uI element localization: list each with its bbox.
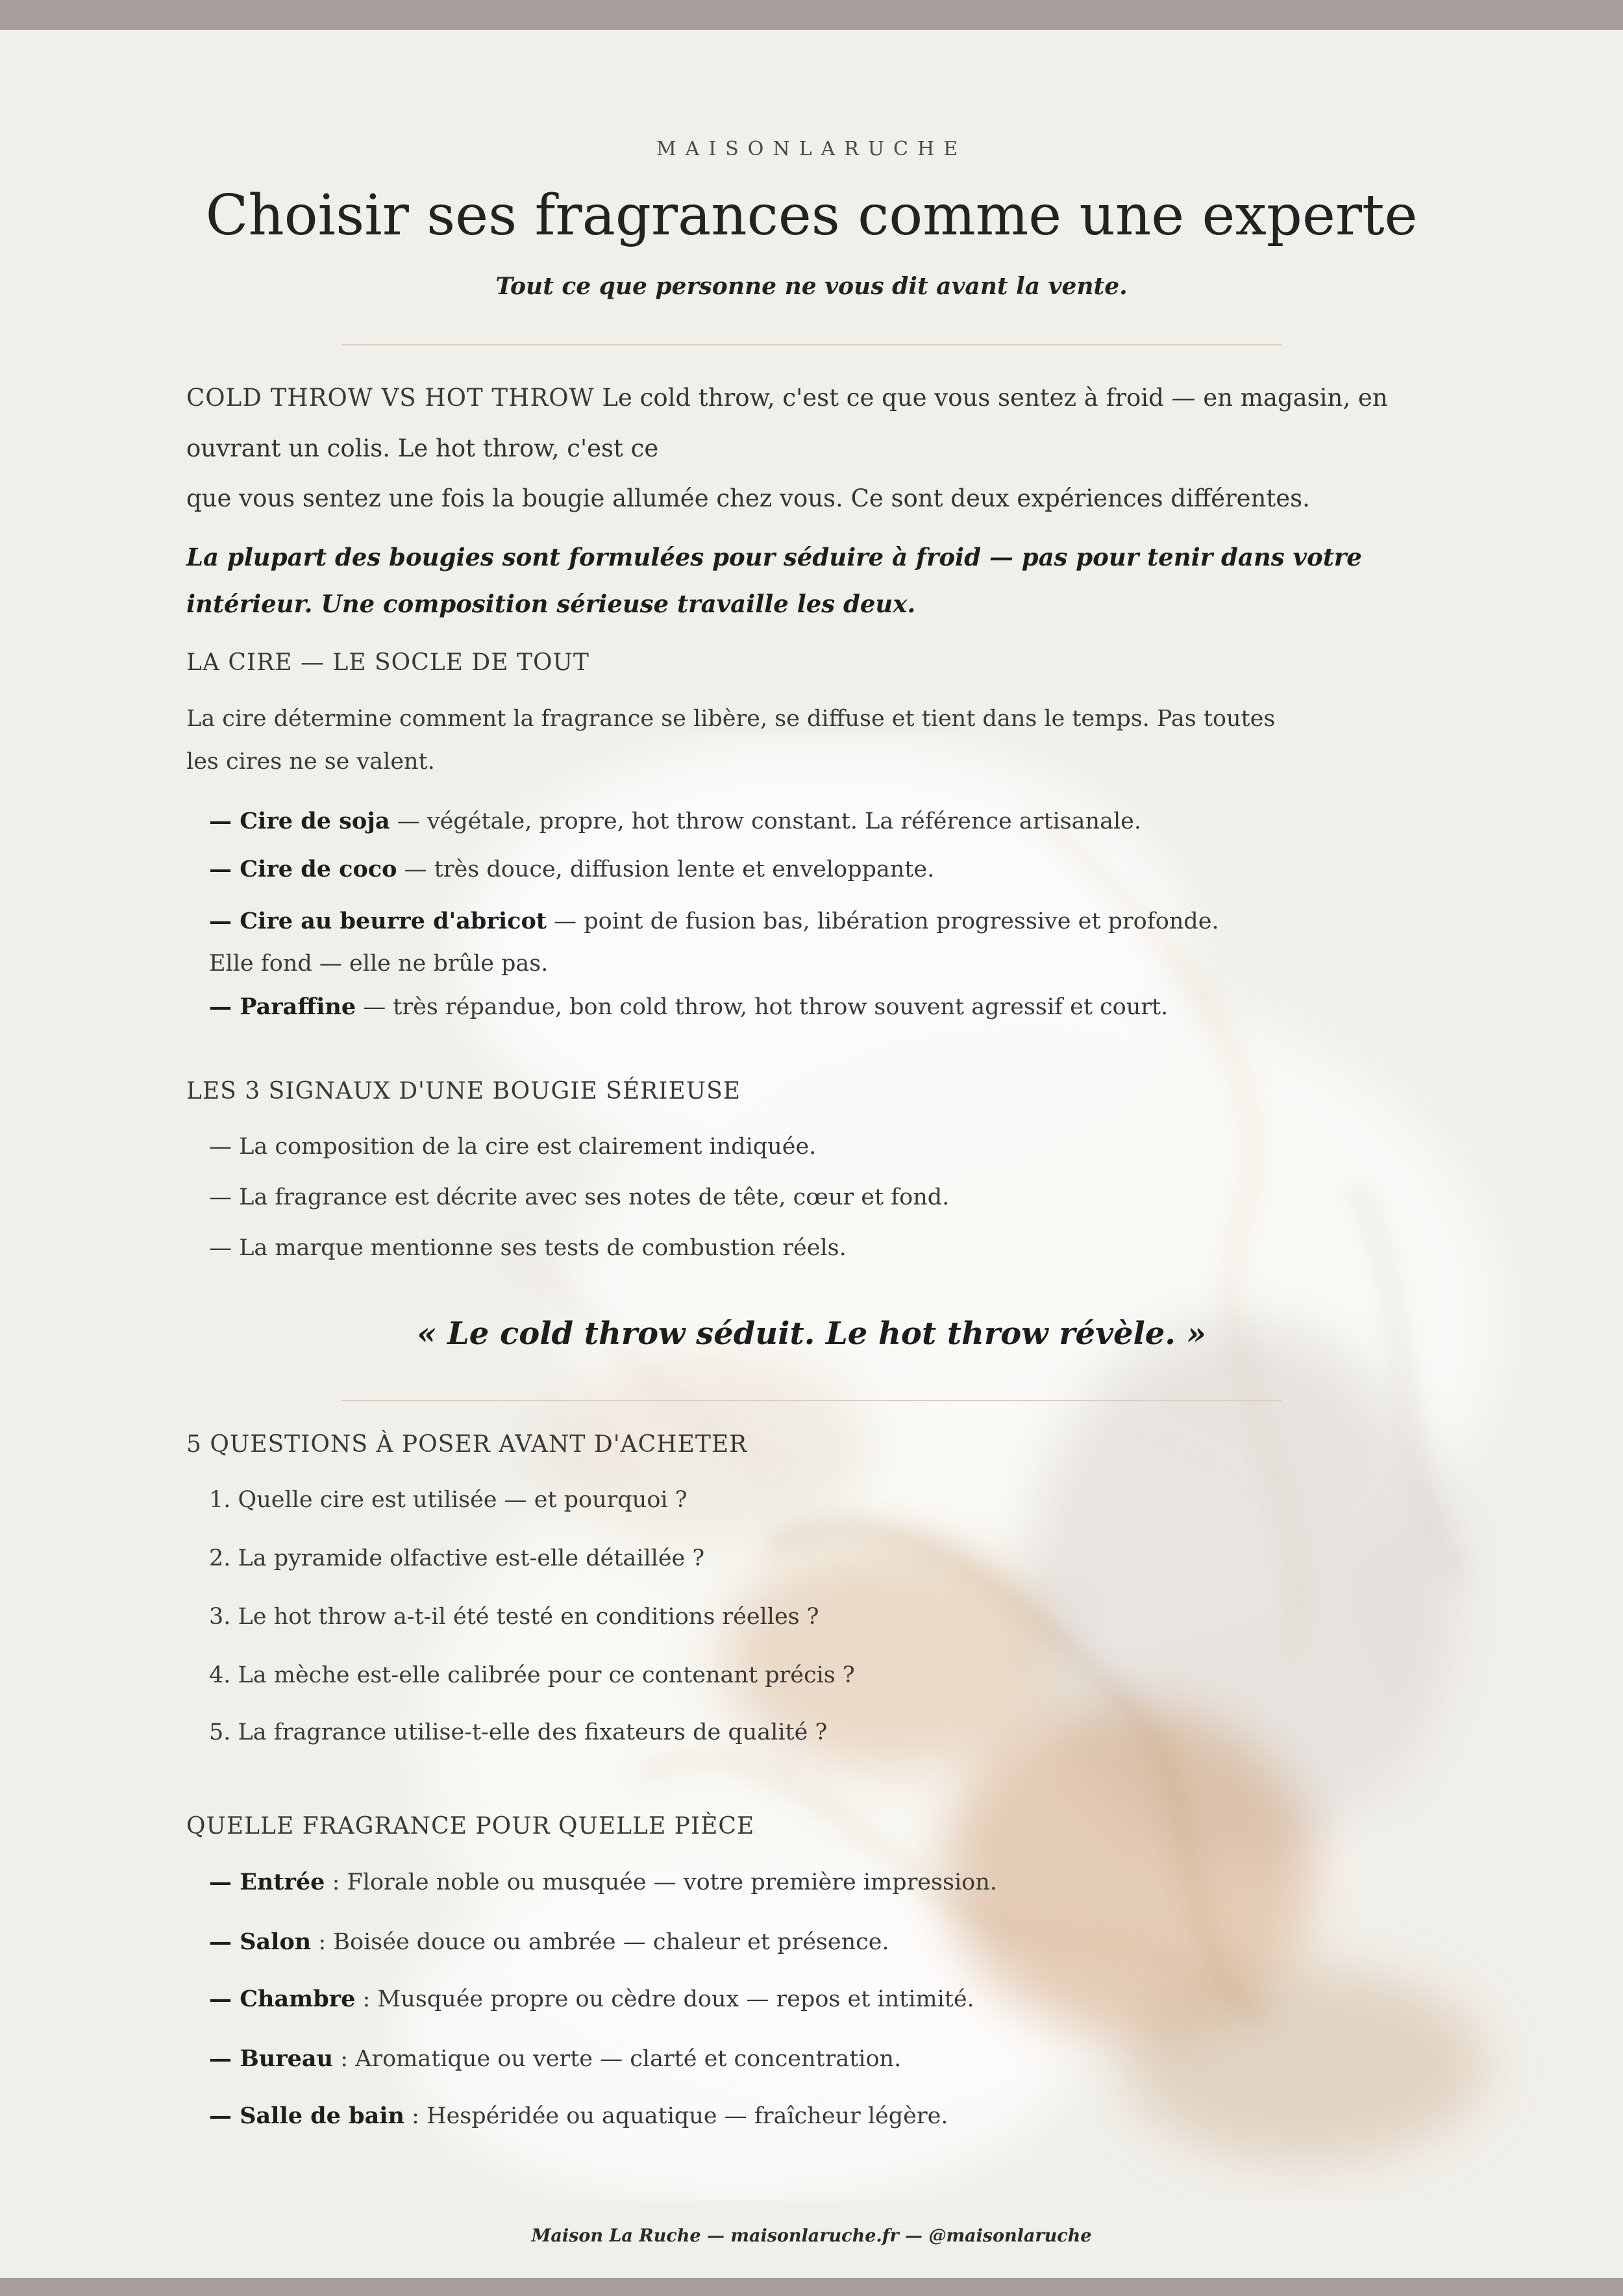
item-desc: : Musquée propre ou cèdre doux — repos et intimité. — [355, 1986, 974, 2012]
list-item: — Chambre : Musquée propre ou cèdre doux — repos et intimité. — [209, 1986, 974, 2012]
section-heading-signaux: LES 3 SIGNAUX D'UNE BOUGIE SÉRIEUSE — [186, 1078, 741, 1104]
divider — [341, 344, 1282, 345]
item-name: Salon — [240, 1928, 312, 1955]
bottom-band — [0, 2278, 1623, 2296]
item-name: Chambre — [240, 1986, 356, 2012]
intro-paragraph — [186, 373, 1394, 474]
item-desc: : Aromatique ou verte — clarté et concentration. — [333, 2046, 902, 2072]
list-item: — La composition de la cire est clairement indiquée. — [209, 1134, 817, 1160]
intro-emphasis: La plupart des bougies sont formulées pour séduire à froid — pas pour tenir dans votre intérieur. Une composition sérieuse travaille les deux. — [186, 543, 1362, 618]
item-name: Cire de soja — [240, 808, 390, 834]
list-item: 1. Quelle cire est utilisée — et pourquoi ? — [209, 1487, 688, 1513]
list-item: — Paraffine — très répandue, bon cold throw, hot throw souvent agressif et court. — [209, 993, 1169, 1020]
item-desc: — très douce, diffusion lente et enveloppante. — [397, 856, 935, 882]
list-item: — La marque mentionne ses tests de combustion réels. — [209, 1235, 847, 1261]
item-desc: : Hespéridée ou aquatique — fraîcheur légère. — [404, 2103, 948, 2129]
list-item: — Cire de soja — végétale, propre, hot throw constant. La référence artisanale. — [209, 808, 1141, 834]
item-name: Bureau — [240, 2045, 334, 2072]
list-item: — Salle de bain : Hespéridée ou aquatique — fraîcheur légère. — [209, 2103, 948, 2129]
page-subtitle: Tout ce que personne ne vous dit avant la vente. — [495, 273, 1128, 300]
page-title: Choisir ses fragrances comme une experte — [205, 183, 1418, 248]
item-desc: : Florale noble ou musquée — votre première impression. — [325, 1869, 997, 1895]
cire-paragraph: La cire détermine comment la fragrance se libère, se diffuse et tient dans le temps. Pas toutes les cires ne se valent. — [186, 706, 1276, 775]
brand-name: MAISONLARUCHE — [656, 138, 967, 160]
list-item: — La fragrance est décrite avec ses notes de tête, cœur et fond. — [209, 1184, 950, 1210]
section-heading-cire: LA CIRE — LE SOCLE DE TOUT — [186, 649, 589, 676]
section-heading-questions: 5 QUESTIONS À POSER AVANT D'ACHETER — [186, 1431, 748, 1458]
list-item: 4. La mèche est-elle calibrée pour ce contenant précis ? — [209, 1662, 855, 1688]
item-desc: — très répandue, bon cold throw, hot throw souvent agressif et court. — [356, 994, 1169, 1020]
section-heading-pieces: QUELLE FRAGRANCE POUR QUELLE PIÈCE — [186, 1813, 755, 1840]
intro-text: Le cold throw, c'est ce que vous sentez à froid — en magasin, en ouvrant un colis. Le hot throw, c'est ce — [186, 384, 1388, 462]
list-item: 2. La pyramide olfactive est-elle détaillée ? — [209, 1545, 705, 1571]
intro-text-continued: que vous sentez une fois la bougie allumée chez vous. Ce sont deux expériences différentes. — [186, 484, 1310, 512]
list-item: — Salon : Boisée douce ou ambrée — chaleur et présence. — [209, 1928, 889, 1955]
list-item: — Entrée : Florale noble ou musquée — votre première impression. — [209, 1869, 997, 1895]
item-desc: : Boisée douce ou ambrée — chaleur et présence. — [311, 1929, 889, 1955]
intro-heading: COLD THROW VS HOT THROW — [186, 384, 595, 412]
item-name: Cire de coco — [240, 856, 397, 882]
pull-quote: « Le cold throw séduit. Le hot throw révèle. » — [417, 1316, 1206, 1352]
divider — [341, 1400, 1282, 1401]
item-desc: — végétale, propre, hot throw constant. La référence artisanale. — [390, 808, 1141, 834]
item-name: Entrée — [240, 1869, 325, 1895]
list-item: 3. Le hot throw a-t-il été testé en conditions réelles ? — [209, 1604, 819, 1630]
item-name: Salle de bain — [240, 2103, 405, 2129]
item-name: Cire au beurre d'abricot — [240, 908, 547, 934]
item-name: Paraffine — [240, 993, 356, 1020]
list-item: — Cire au beurre d'abricot — point de fusion bas, libération progressive et profonde. Elle fond — elle ne brûle pas. — [209, 908, 1219, 977]
footer-credits: Maison La Ruche — maisonlaruche.fr — @maisonlaruche — [531, 2226, 1092, 2246]
item-desc: — point de fusion bas, libération progressive et profonde. Elle fond — elle ne brûle pas. — [209, 908, 1219, 977]
list-item: — Bureau : Aromatique ou verte — clarté et concentration. — [209, 2045, 902, 2072]
list-item: — Cire de coco — très douce, diffusion lente et enveloppante. — [209, 856, 935, 882]
list-item: 5. La fragrance utilise-t-elle des fixateurs de qualité ? — [209, 1719, 828, 1745]
